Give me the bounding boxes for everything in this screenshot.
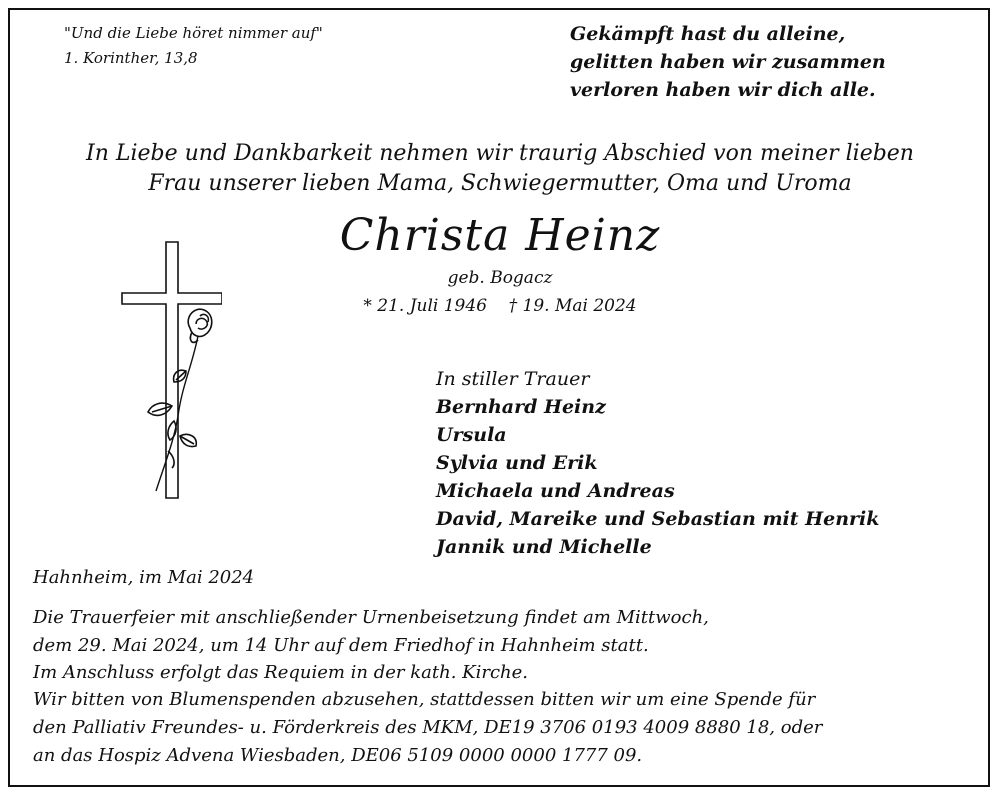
mourner-name: Michaela und Andreas <box>436 480 675 502</box>
mourner-name: Jannik und Michelle <box>436 536 652 558</box>
maiden-name: geb. Bogacz <box>447 268 553 288</box>
motto-line-3: verloren haben wir dich alle. <box>570 79 876 101</box>
cross-with-rose-icon <box>112 236 222 506</box>
mourner-name: Bernhard Heinz <box>436 396 606 418</box>
mourners-heading: In stiller Trauer <box>436 368 590 390</box>
intro-line-1: In Liebe und Dankbarkeit nehmen wir traurig Abschied von meiner lieben <box>86 141 914 166</box>
place-date: Hahnheim, im Mai 2024 <box>33 567 255 588</box>
intro-line-2: Frau unserer lieben Mama, Schwiegermutter, Oma und Uroma <box>148 171 852 196</box>
notice-line-5: den Palliativ Freundes- u. Förderkreis des MKM, DE19 3706 0193 4009 8880 18, oder <box>33 717 823 738</box>
notice-line-6: an das Hospiz Advena Wiesbaden, DE06 5109 0000 0000 1777 09. <box>33 745 643 766</box>
mourner-name: Ursula <box>436 424 507 446</box>
bible-quote: "Und die Liebe höret nimmer auf" <box>64 24 323 42</box>
motto-line-2: gelitten haben wir zusammen <box>570 51 886 73</box>
motto-line-1: Gekämpft hast du alleine, <box>570 23 846 45</box>
notice-line-3: Im Anschluss erfolgt das Requiem in der kath. Kirche. <box>33 662 529 683</box>
mourner-name: Sylvia und Erik <box>436 452 598 474</box>
mourner-name: David, Mareike und Sebastian mit Henrik <box>436 508 880 530</box>
notice-line-4: Wir bitten von Blumenspenden abzusehen, stattdessen bitten wir um eine Spende für <box>33 689 816 710</box>
notice-line-1: Die Trauerfeier mit anschließender Urnenbeisetzung findet am Mittwoch, <box>33 607 709 628</box>
notice-line-2: dem 29. Mai 2024, um 14 Uhr auf dem Friedhof in Hahnheim statt. <box>33 635 649 656</box>
bible-quote-source: 1. Korinther, 13,8 <box>64 49 198 67</box>
life-dates: * 21. Juli 1946 † 19. Mai 2024 <box>363 296 637 316</box>
deceased-name: Christa Heinz <box>339 210 661 261</box>
